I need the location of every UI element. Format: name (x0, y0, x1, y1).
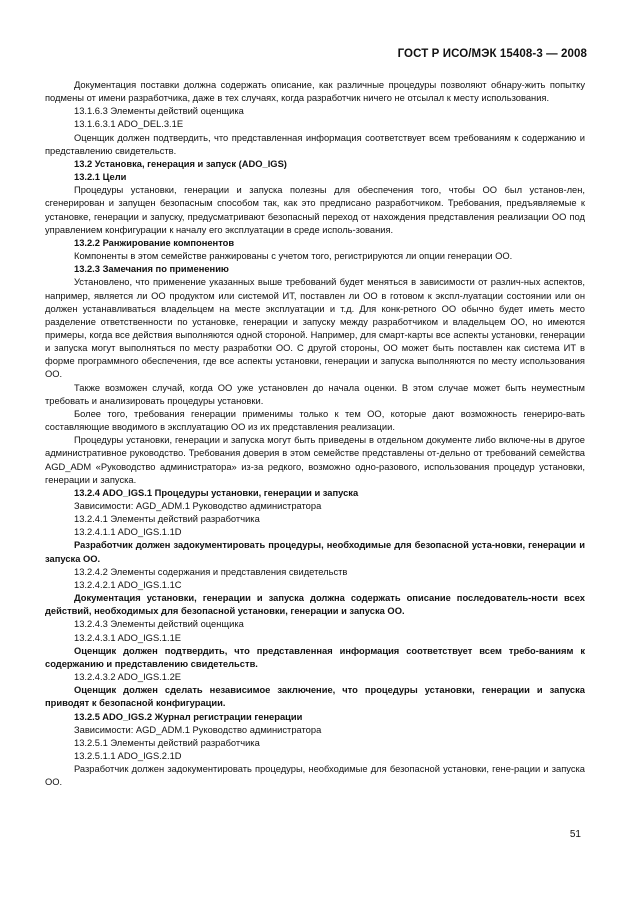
paragraph: Установлено, что применение указанных выше требований будет меняться в зависимости от различ-ных аспектов, например, является ли ОО продуктом или системой ИТ, поставлен ли ОО в готовом к экспл-луатации состоянии или он должен устанавливаться владельцем на месте эксплуатации и т.д. Для конк-ретного ОО обычно будет иметь место разделение ответственности по установке, генерации и запуску между разработчиком и владельцем ОО, но имеются примеры, когда все действия выполняются одной стороной. Например, для смарт-карты все аспекты установки, генерации и запуска могут выполняться по месту разработки ОО. С другой стороны, ОО может быть поставлен как система ИТ в форме программного обеспечения, где все аспекты установки, генерации и запуска выполняются по месту использования ОО. (45, 277, 585, 380)
paragraph: 13.2.5.1.1 ADO_IGS.2.1D (74, 750, 182, 761)
paragraph: 13.1.6.3.1 ADO_DEL.3.1E (74, 119, 184, 130)
paragraph: Оценщик должен подтвердить, что представленная информация соответствует всем требованиям к содержанию и представлению свидетельств. (45, 132, 585, 156)
paragraph: Процедуры установки, генерации и запуска полезны для обеспечения того, чтобы ОО был установ-лен, сгенерирован и запущен безопасным способом так, как это предписано разработчиком. Требования, предъявляемые к установке, генерации и запуску, предусматривают безопасный переход от нахождения представления реализации ОО под управлением конфигурации к началу его эксплуатации в среде исполь-зования. (45, 185, 585, 235)
paragraph: Более того, требования генерации применимы только к тем ОО, которые дают возможность генериро-вать составляющие вводимого в эксплуатацию ОО из их представления реализации. (45, 408, 585, 433)
bold-paragraph: Документация установки, генерации и запуска должна содержать описание последователь-ности всех действий, необходимых для безопасной установки, генерации и запуска ОО. (45, 593, 585, 617)
paragraph: Зависимости: AGD_ADM.1 Руководство администратора (74, 724, 322, 735)
page-number: 51 (569, 829, 581, 840)
bold-paragraph: 13.2.4 ADO_IGS.1 Процедуры установки, генерации и запуска (74, 487, 359, 498)
bold-paragraph: Оценщик должен подтвердить, что представленная информация соответствует всем требо-ваниям к содержанию и представлению свидетельств. (45, 645, 585, 669)
paragraph: Зависимости: AGD_ADM.1 Руководство администратора (74, 501, 322, 511)
paragraph: Также возможен случай, когда ОО уже установлен до начала оценки. В этом случае может быть неуместным требовать и анализировать процедуры установки. (45, 382, 585, 406)
bold-paragraph: 13.2.3 Замечания по применению (74, 264, 229, 275)
paragraph: 13.2.4.2 Элементы содержания и представления свидетельств (74, 566, 348, 577)
bold-paragraph: 13.2.2 Ранжирование компонентов (74, 237, 235, 248)
bold-paragraph: 13.2 Установка, генерация и запуск (ADO_IGS) (74, 158, 287, 169)
bold-paragraph: 13.2.5 ADO_IGS.2 Журнал регистрации генерации (74, 711, 303, 722)
paragraph: 13.2.5.1 Элементы действий разработчика (74, 737, 260, 748)
bold-paragraph: Оценщик должен сделать независимое заключение, что процедуры установки, генерации и запуска приводят к безопасной конфигурации. (45, 685, 585, 709)
paragraph: Процедуры установки, генерации и запуска могут быть приведены в отдельном документе либо включе-ны в другое административное руководство. Требования доверия в этом семействе представлены от-дельно от требований семейства AGD_ADM «Руководство администратора» из-за редкого, возможно одно-разового, использования процедур установки, генерации и запуска. (45, 435, 585, 485)
paragraph: Компоненты в этом семействе ранжированы с учетом того, регистрируются ли опции генерации ОО. (74, 251, 513, 262)
standard-header: ГОСТ Р ИСО/МЭК 15408-3 — 2008 (397, 48, 587, 60)
paragraph: 13.1.6.3 Элементы действий оценщика (74, 106, 244, 117)
document-body (45, 79, 585, 789)
paragraph: 13.2.4.1 Элементы действий разработчика (74, 514, 260, 525)
paragraph: Разработчик должен задокументировать процедуры, необходимые для безопасной установки, гене-рации и запуска ОО. (45, 764, 585, 788)
paragraph: 13.2.4.2.1 ADO_IGS.1.1C (74, 579, 182, 590)
paragraph: Документация поставки должна содержать описание, как различные процедуры позволяют обнару-жить попытку подмены от имени разработчика, даже в тех случаях, когда разработчик ничего не отсылал к месту использования. (45, 80, 585, 104)
paragraph: 13.2.4.3.1 ADO_IGS.1.1E (74, 632, 182, 643)
paragraph: 13.2.4.1.1 ADO_IGS.1.1D (74, 527, 182, 538)
paragraph: 13.2.4.3 Элементы действий оценщика (74, 619, 244, 630)
paragraph: 13.2.4.3.2 ADO_IGS.1.2E (74, 672, 182, 683)
bold-paragraph: 13.2.1 Цели (74, 172, 127, 183)
bold-paragraph: Разработчик должен задокументировать процедуры, необходимые для безопасной уста-новки, генерации и запуска ОО. (45, 540, 585, 564)
